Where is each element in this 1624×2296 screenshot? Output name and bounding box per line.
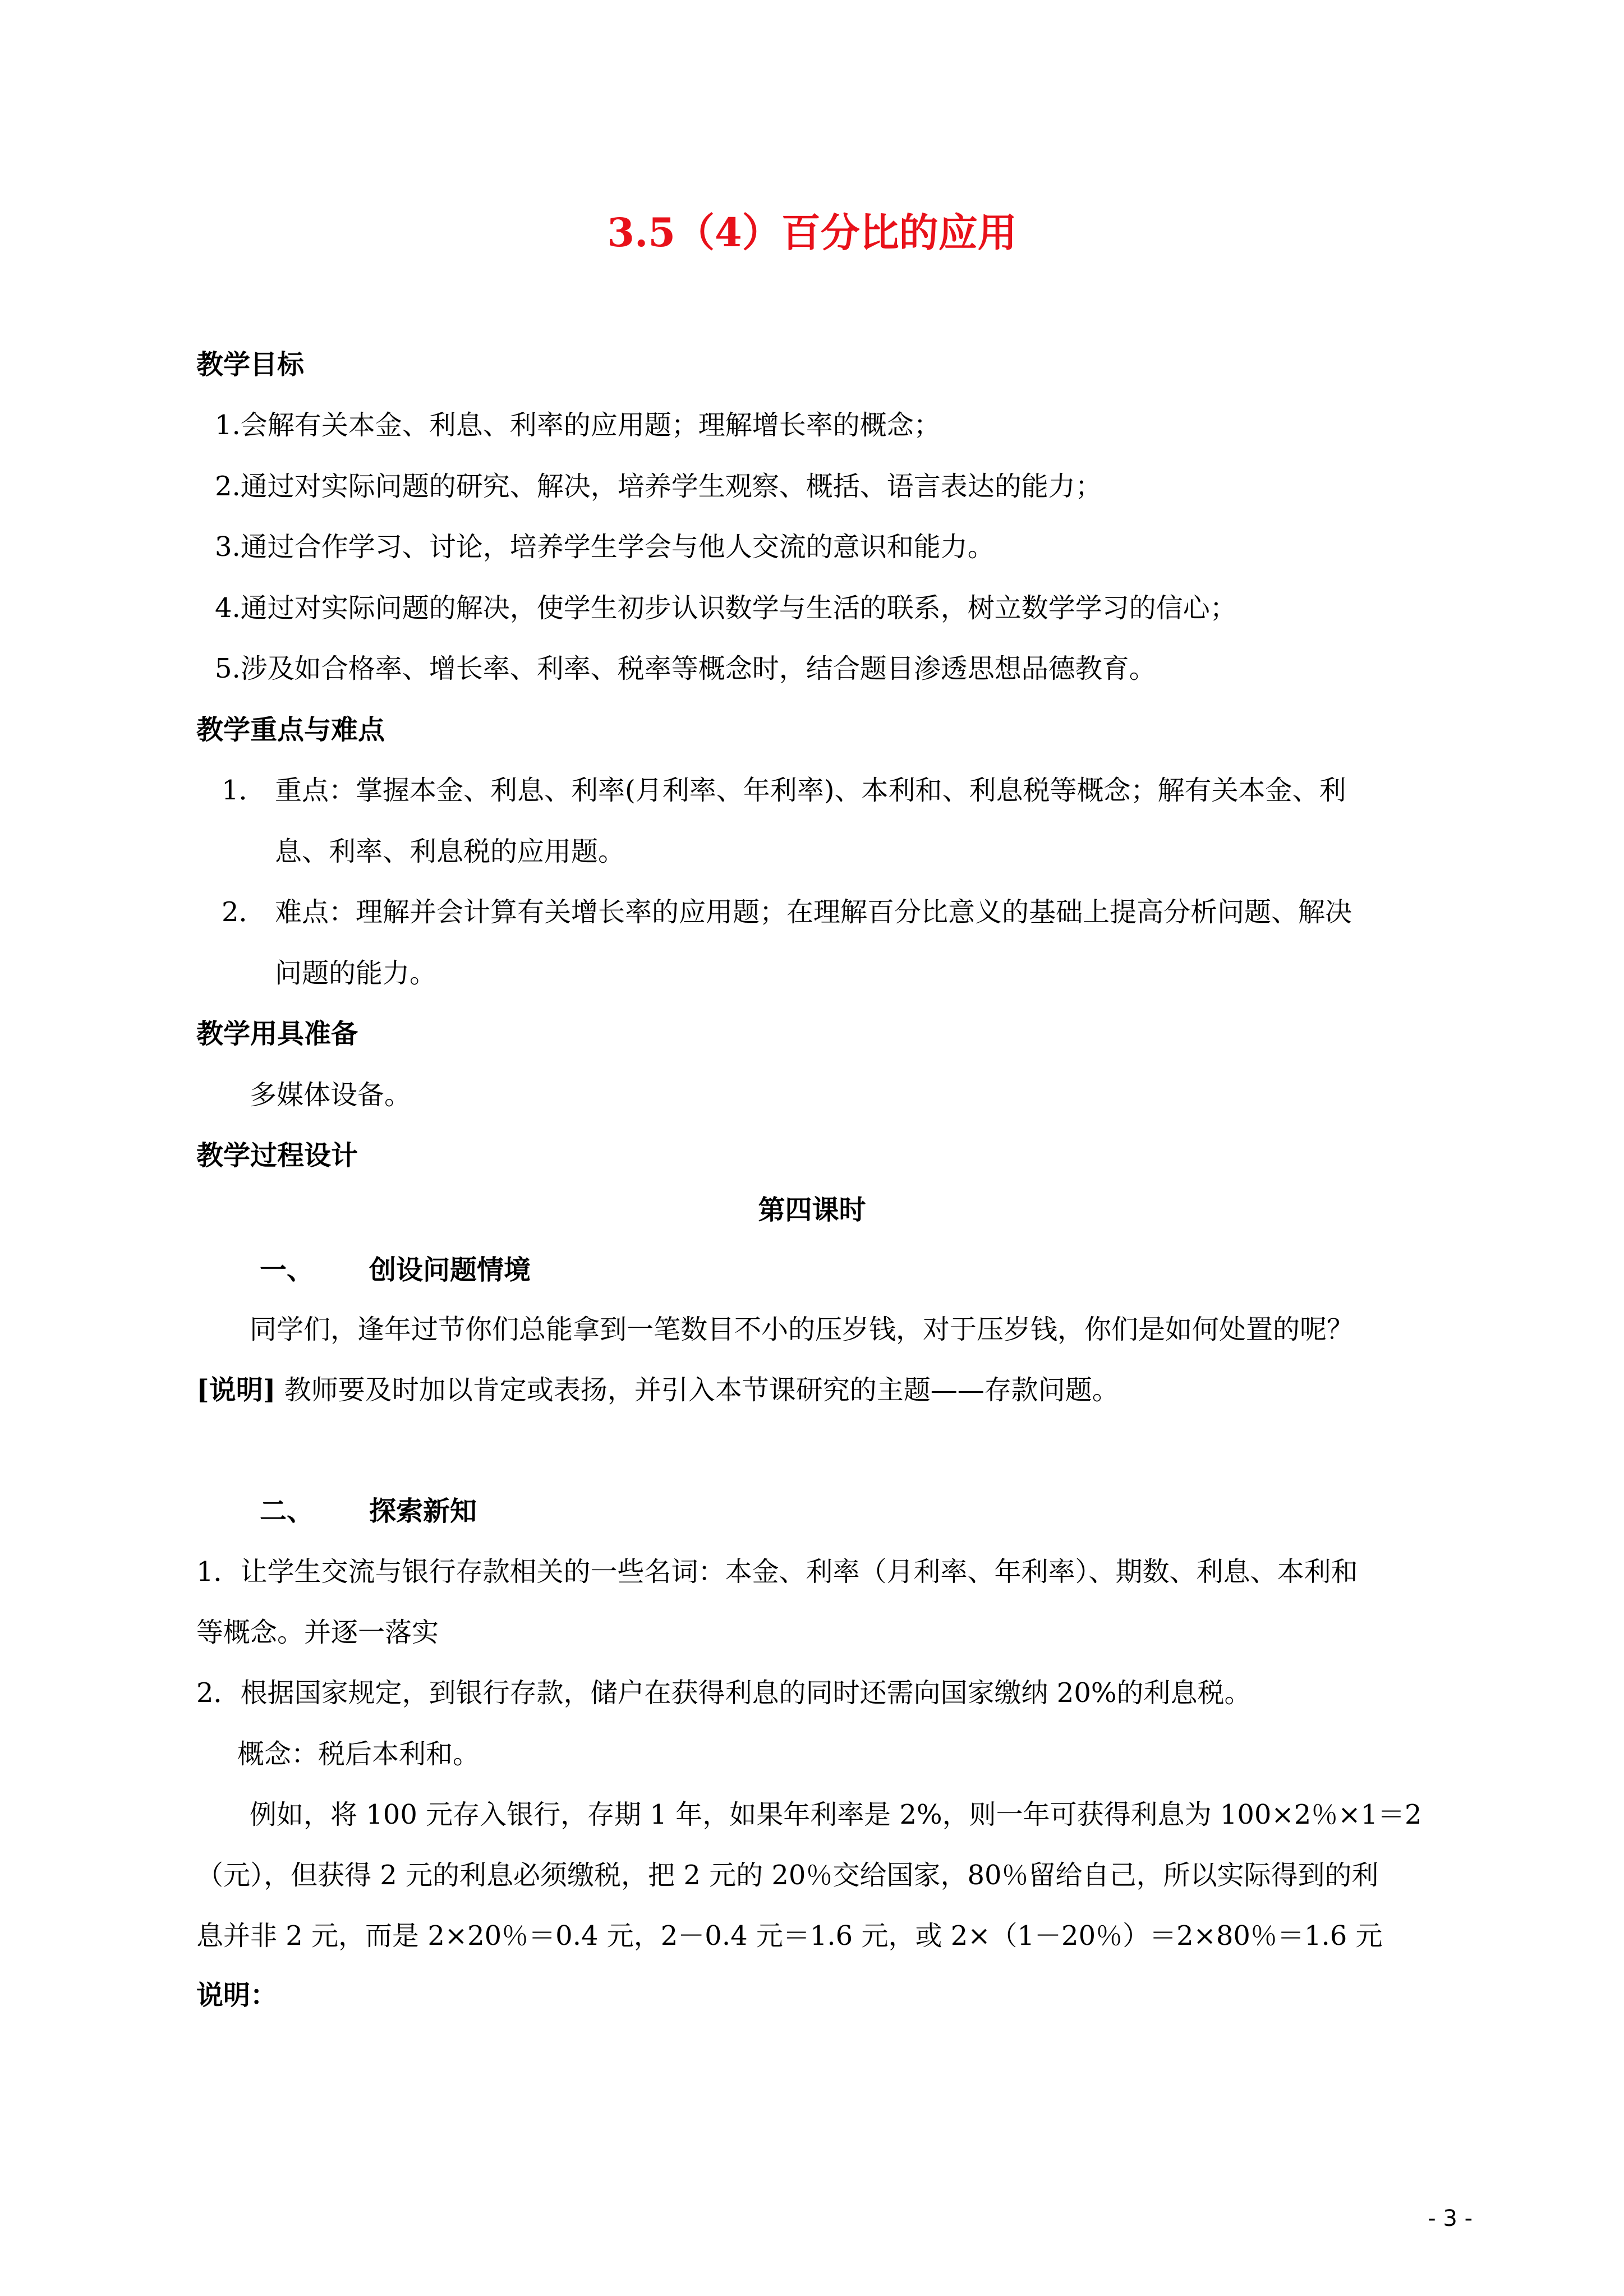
key-points-heading: 教学重点与难点 [196,714,385,746]
process-heading: 教学过程设计 [196,1140,358,1171]
tools-text: 多媒体设备。 [250,1079,412,1111]
lesson-title: 第四课时 [758,1194,866,1226]
note-2-label: 说明： [196,1980,278,2011]
note-1-label: [说明] [196,1374,276,1406]
document-title: 3.5（4）百分比的应用 [607,209,1017,256]
note-1 [196,1373,1119,1407]
key-point-1-line-2: 息、利率、利息税的应用题。 [275,836,625,867]
part-1-title: 创设问题情境 [369,1254,531,1286]
example-line-1: 例如，将 100 元存入银行，存期 1 年，如果年利率是 2%，则一年可获得利息为 100×2％×1＝2 [250,1799,1422,1830]
key-point-2-line-1: 难点：理解并会计算有关增长率的应用题；在理解百分比意义的基础上提高分析问题、解决 [275,896,1352,928]
part-1-text: 同学们，逢年过节你们总能拿到一笔数目不小的压岁钱，对于压岁钱，你们是如何处置的呢？ [250,1314,1354,1345]
example-line-2: （元），但获得 2 元的利息必须缴税，把 2 元的 20％交给国家，80％留给自己，所以实际得到的利 [196,1860,1379,1891]
key-point-1-number: 1． [222,775,266,806]
key-point-2-line-2: 问题的能力。 [275,958,437,989]
goals-heading: 教学目标 [196,349,305,380]
note-1-text: 教师要及时加以肯定或表扬，并引入本节课研究的主题——存款问题。 [284,1374,1119,1406]
tools-heading: 教学用具准备 [196,1018,358,1050]
key-point-1-line-1: 重点：掌握本金、利息、利率(月利率、年利率)、本利和、利息税等概念；解有关本金、利 [275,775,1346,806]
item-2-line-1: 2．根据国家规定，到银行存款，储户在获得利息的同时还需向国家缴纳 20%的利息税。 [196,1677,1252,1709]
part-2-number: 二、 [260,1496,314,1527]
goal-item-2: 2.通过对实际问题的研究、解决，培养学生观察、概括、语言表达的能力； [215,471,1102,502]
goal-item-5: 5.涉及如合格率、增长率、利率、税率等概念时，结合题目渗透思想品德教育。 [215,653,1156,684]
goal-item-3: 3.通过合作学习、讨论，培养学生学会与他人交流的意识和能力。 [215,531,995,563]
key-point-2-number: 2． [222,896,266,928]
concept-text: 概念：税后本利和。 [237,1738,480,1770]
item-1-line-1: 1．让学生交流与银行存款相关的一些名词：本金、利率（月利率、年利率）、期数、利息、本利和 [196,1556,1358,1588]
item-1-line-2: 等概念。并逐一落实 [196,1617,439,1648]
example-line-3: 息并非 2 元，而是 2×20％＝0.4 元，2－0.4 元＝1.6 元，或 2×（1－20％）＝2×80％＝1.6 元 [196,1920,1383,1952]
page-number: - 3 - [1428,2206,1473,2231]
goal-item-1: 1.会解有关本金、利息、利率的应用题；理解增长率的概念； [215,409,941,441]
part-1-number: 一、 [260,1254,314,1286]
part-2-title: 探索新知 [369,1496,477,1527]
goal-item-4: 4.通过对实际问题的解决，使学生初步认识数学与生活的联系，树立数学学习的信心； [215,592,1237,624]
